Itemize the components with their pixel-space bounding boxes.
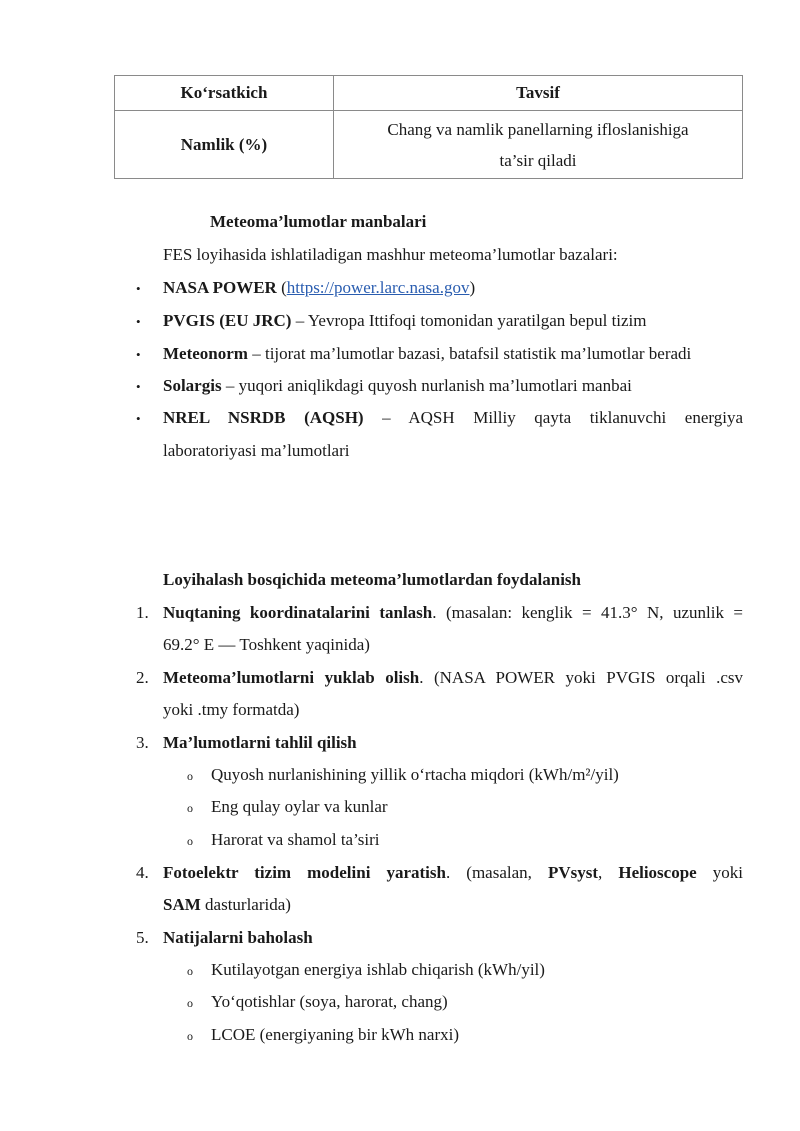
list-item <box>163 408 743 428</box>
table-row <box>115 111 743 179</box>
table-header-cell: Koʻrsatkich <box>115 76 334 111</box>
indicator-table <box>114 75 743 179</box>
item-text: ) <box>469 278 476 297</box>
circle-bullet-icon: o <box>187 769 193 783</box>
item-text: – Yevropa Ittifoqi tomonidan yaratilgan bepul tizim <box>291 311 647 330</box>
list-item <box>163 311 647 331</box>
step-text: , <box>598 863 619 882</box>
circle-bullet-icon: o <box>187 1029 193 1043</box>
list-item <box>163 376 632 396</box>
step-number: 2. <box>136 668 149 687</box>
step-continuation: yoki .tmy formatda) <box>163 700 300 719</box>
table-header-cell: Tavsif <box>334 76 743 111</box>
circle-bullet-icon: o <box>187 964 193 978</box>
item-title: NREL NSRDB (AQSH) <box>163 408 364 427</box>
bullet-icon: • <box>136 347 141 362</box>
nasa-power-link[interactable]: https://power.larc.nasa.gov <box>286 278 470 297</box>
item-title: Solargis <box>163 376 222 395</box>
item-text: ( <box>276 278 287 297</box>
item-title: Meteonorm <box>163 344 248 363</box>
circle-bullet-icon: o <box>187 834 193 848</box>
step-item <box>163 668 743 688</box>
intro-text: FES loyihasida ishlatiladigan mashhur meteoma’lumotlar bazalari: <box>163 245 618 264</box>
step-text: yoki <box>696 863 744 882</box>
step-number: 5. <box>136 928 149 947</box>
sub-item: Eng qulay oylar va kunlar <box>211 797 388 816</box>
circle-bullet-icon: o <box>187 801 193 815</box>
step-text: . (masalan: kenglik = 41.3° N, uzunlik = <box>432 603 743 622</box>
sub-item: Quyosh nurlanishining yillik oʻrtacha miqdori (kWh/m²/yil) <box>211 765 619 784</box>
software-name: SAM <box>163 895 201 914</box>
table-header-row <box>115 76 743 111</box>
section-heading: Meteoma’lumotlar manbalari <box>210 212 427 231</box>
step-title: Natijalarni baholash <box>163 928 313 947</box>
step-text: dasturlarida) <box>200 895 291 914</box>
item-text: – yuqori aniqlikdagi quyosh nurlanish ma’lumotlari manbai <box>221 376 632 395</box>
list-item <box>163 278 475 298</box>
software-name: PVsyst <box>547 863 599 882</box>
step-continuation: 69.2° E — Toshkent yaqinida) <box>163 635 370 654</box>
step-title: Meteoma’lumotlarni yuklab olish <box>163 668 420 687</box>
item-title: NASA POWER <box>163 278 277 297</box>
step-title: Nuqtaning koordinatalarini tanlash <box>163 603 433 622</box>
step-item <box>163 603 743 623</box>
table-cell-desc <box>334 111 743 179</box>
desc-line: ta’sir qiladi <box>499 150 577 170</box>
item-title: PVGIS (EU JRC) <box>163 311 292 330</box>
bullet-icon: • <box>136 314 141 329</box>
bullet-icon: • <box>136 379 141 394</box>
bullet-icon: • <box>136 281 141 296</box>
list-item <box>163 344 691 364</box>
step-title: Fotoelektr tizim modelini yaratish <box>163 863 446 882</box>
bullet-icon: • <box>136 411 141 426</box>
sub-item: Yoʻqotishlar (soya, harorat, chang) <box>211 992 448 1011</box>
step-number: 1. <box>136 603 149 622</box>
item-text: – AQSH Milliy qayta tiklanuvchi energiya <box>363 408 743 427</box>
software-name: Helioscope <box>618 863 697 882</box>
step-continuation <box>163 895 291 915</box>
section-heading: Loyihalash bosqichida meteoma’lumotlardan foydalanish <box>163 570 581 589</box>
circle-bullet-icon: o <box>187 996 193 1010</box>
sub-item: LCOE (energiyaning bir kWh narxi) <box>211 1025 460 1044</box>
step-number: 3. <box>136 733 149 752</box>
sub-item: Kutilayotgan energiya ishlab chiqarish (kWh/yil) <box>211 960 545 979</box>
step-title: Ma’lumotlarni tahlil qilish <box>163 733 357 752</box>
table-cell-name: Namlik (%) <box>115 111 334 179</box>
item-text: – tijorat ma’lumotlar bazasi, batafsil statistik ma’lumotlar beradi <box>247 344 692 363</box>
step-text: . (NASA POWER yoki PVGIS orqali .csv <box>419 668 744 687</box>
desc-line: Chang va namlik panellarning ifloslanishiga <box>387 119 689 139</box>
sub-item: Harorat va shamol ta’siri <box>211 830 380 849</box>
step-text: . (masalan, <box>445 863 548 882</box>
step-number: 4. <box>136 863 149 882</box>
step-item <box>163 863 743 883</box>
list-item-continuation: laboratoriyasi ma’lumotlari <box>163 441 350 460</box>
